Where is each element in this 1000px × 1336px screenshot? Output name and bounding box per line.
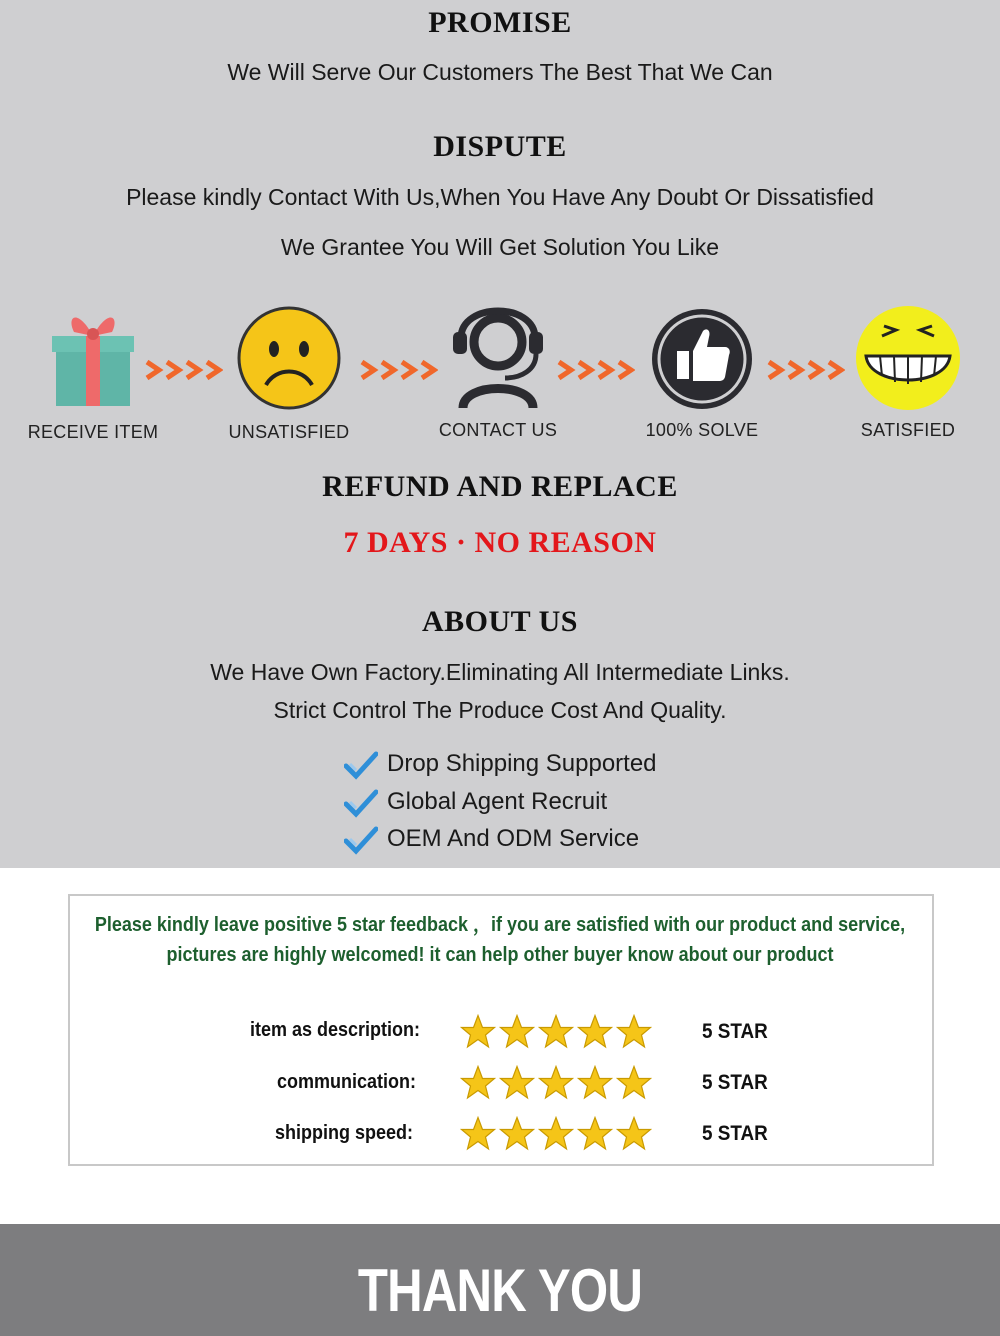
star-icon [577,1014,613,1050]
star-icon [616,1116,652,1152]
check-icon [344,750,378,780]
dispute-line-2: We Grantee You Will Get Solution You Like [280,234,720,260]
rating-value: 5 STAR [702,1122,768,1145]
feature-item: Global Agent Recruit [387,788,608,815]
star-icon [460,1116,496,1152]
rating-label: communication: [276,1071,416,1093]
about-line-2: Strict Control The Produce Cost And Quality. [273,697,727,723]
check-icon [344,788,378,818]
star-icon [538,1014,574,1050]
about-line-1: We Have Own Factory.Eliminating All Intermediate Links. [210,659,790,685]
star-icon [538,1065,574,1101]
step-label: CONTACT US [438,420,558,440]
rating-stars [460,1065,660,1101]
thumbs-up-icon [627,298,777,413]
feedback-line-2: pictures are highly welcomed! it can help other buyer know about our product [166,944,834,966]
step-label: UNSATISFIED [228,422,350,442]
star-icon [538,1116,574,1152]
step-100-solve [627,298,777,448]
dispute-title: DISPUTE [433,130,567,163]
rating-stars [460,1116,660,1152]
promise-title: PROMISE [428,6,572,39]
rating-label: shipping speed: [274,1122,413,1144]
rating-value: 5 STAR [702,1020,768,1043]
arrow-icon [143,358,223,382]
headset-support-icon [423,298,573,413]
refund-title: REFUND AND REPLACE [322,470,678,503]
check-icon [344,825,378,855]
step-label: SATISFIED [860,420,956,440]
about-title: ABOUT US [422,605,578,638]
refund-tagline: 7 DAYS · NO REASON [343,526,657,559]
feedback-line-1: Please kindly leave positive 5 star feedback ，if you are satisfied with our product and service, [94,914,906,936]
thank-you-text: THANK YOU [357,1257,643,1324]
arrow-icon [555,358,635,382]
step-label: 100% SOLVE [645,420,759,440]
star-icon [616,1014,652,1050]
feature-item: OEM And ODM Service [387,825,640,852]
star-icon [460,1014,496,1050]
sad-face-icon [214,298,364,413]
rating-value: 5 STAR [702,1071,768,1094]
star-icon [499,1116,535,1152]
star-icon [577,1116,613,1152]
star-icon [616,1065,652,1101]
star-icon [499,1065,535,1101]
star-icon [460,1065,496,1101]
dispute-line-1: Please kindly Contact With Us,When You Have Any Doubt Or Dissatisfied [126,184,874,210]
step-contact-us [423,298,573,448]
step-unsatisfied [214,298,364,448]
star-icon [577,1065,613,1101]
feature-item: Drop Shipping Supported [387,750,657,777]
rating-stars [460,1014,660,1050]
star-icon [499,1014,535,1050]
grinning-face-icon [833,298,983,413]
step-label: RECEIVE ITEM [27,422,159,442]
step-satisfied [833,298,983,448]
rating-label: item as description: [249,1019,420,1041]
gift-icon [18,298,168,413]
promise-text: We Will Serve Our Customers The Best That We Can [227,59,773,85]
